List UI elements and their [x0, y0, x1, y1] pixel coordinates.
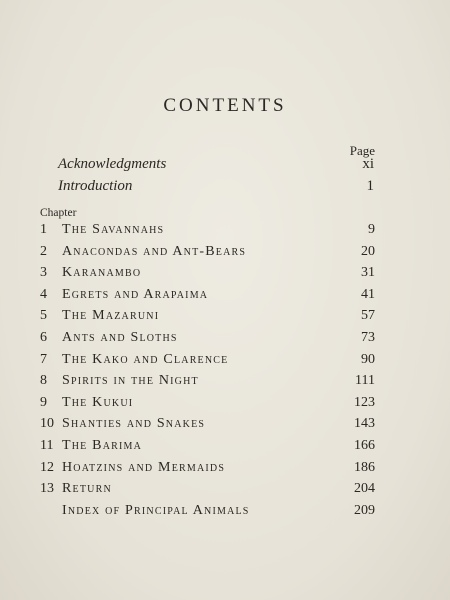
chapter-page: 31: [361, 265, 375, 281]
index-entry: [0, 503, 450, 525]
chapter-number: 6: [40, 329, 47, 345]
chapter-number: 9: [40, 394, 47, 410]
chapter-page: 143: [354, 416, 375, 432]
chapter-number: 7: [40, 351, 47, 367]
chapter-list: [0, 222, 450, 524]
chapter-entry: [0, 481, 450, 503]
front-matter-label: Introduction: [58, 178, 133, 194]
chapter-title: Hoatzins and Mermaids: [62, 459, 226, 475]
front-matter-item-introduction: [58, 178, 374, 200]
chapter-number: 10: [40, 416, 54, 432]
chapter-page: 204: [354, 481, 375, 497]
chapter-entry: [0, 395, 450, 417]
chapter-title: The Kako and Clarence: [62, 351, 229, 367]
chapter-number: 12: [40, 459, 54, 475]
chapter-entry: [0, 222, 450, 244]
chapter-page: 166: [354, 437, 375, 453]
chapter-title: Egrets and Arapaima: [62, 286, 209, 302]
chapter-number: 4: [40, 286, 47, 302]
index-page: 209: [354, 502, 375, 518]
chapter-page: 123: [354, 394, 375, 410]
chapter-number: 8: [40, 373, 47, 389]
front-matter-page: 1: [366, 178, 374, 194]
chapter-title: Ants and Sloths: [62, 329, 178, 345]
chapter-entry: [0, 438, 450, 460]
chapter-title: The Mazaruni: [62, 308, 160, 324]
chapter-column-label: Chapter: [40, 207, 77, 219]
chapter-title: The Kukui: [62, 394, 134, 410]
chapter-page: 186: [354, 459, 375, 475]
chapter-entry: [0, 308, 450, 330]
chapter-title: Return: [62, 481, 112, 497]
chapter-title: Karanambo: [62, 265, 142, 281]
chapter-entry: [0, 416, 450, 438]
front-matter-item-acknowledgments: [58, 156, 374, 178]
chapter-entry: [0, 244, 450, 266]
chapter-title: Anacondas and Ant-Bears: [62, 243, 247, 259]
chapter-entry: [0, 352, 450, 374]
chapter-number: 5: [40, 308, 47, 324]
chapter-title: Spirits in the Night: [62, 373, 199, 389]
chapter-title: The Savannahs: [62, 222, 165, 237]
chapter-page: 90: [361, 351, 375, 367]
front-matter-page: xi: [362, 156, 374, 172]
chapter-page: 9: [368, 222, 375, 237]
chapter-page: 57: [361, 308, 375, 324]
chapter-title: The Barima: [62, 437, 143, 453]
chapter-number: 3: [40, 265, 47, 281]
contents-heading: CONTENTS: [163, 95, 287, 116]
chapter-entry: [0, 373, 450, 395]
chapter-page: 111: [355, 373, 375, 389]
page-column-label: Page: [349, 143, 375, 158]
chapter-page: 41: [361, 286, 375, 302]
chapter-number: 11: [40, 437, 54, 453]
chapter-entry: [0, 287, 450, 309]
chapter-entry: [0, 460, 450, 482]
chapter-number: 2: [40, 243, 47, 259]
chapter-page: 20: [361, 243, 375, 259]
front-matter-label: Acknowledgments: [58, 156, 167, 172]
chapter-page: 73: [361, 329, 375, 345]
chapter-entry: [0, 330, 450, 352]
chapter-number: 13: [40, 481, 54, 497]
index-title: Index of Principal Animals: [62, 502, 250, 518]
chapter-title: Shanties and Snakes: [62, 416, 206, 432]
chapter-entry: [0, 265, 450, 287]
chapter-number: 1: [40, 222, 47, 237]
